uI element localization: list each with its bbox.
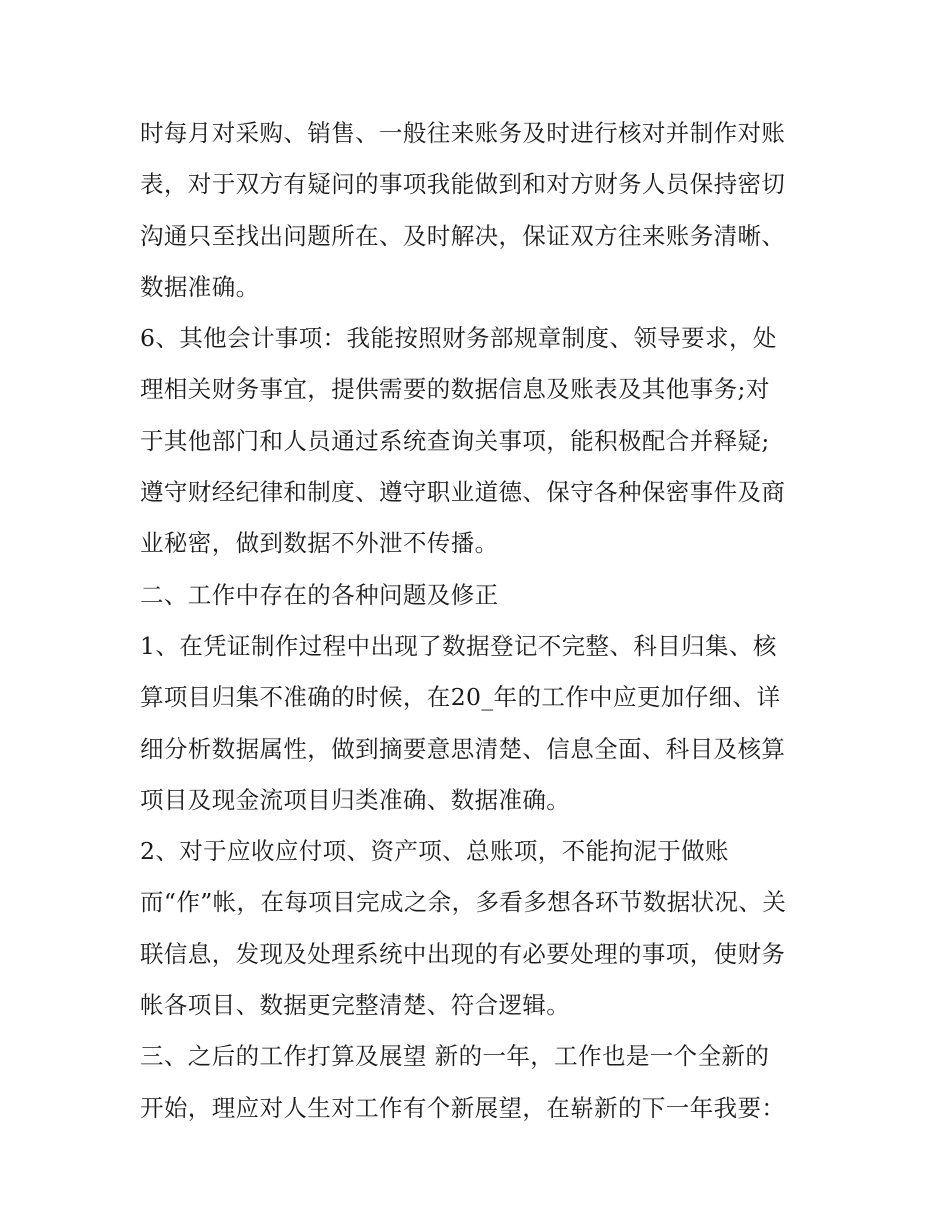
text-line: 6、其他会计事项：我能按照财务部规章制度、领导要求，处 xyxy=(140,324,777,353)
text-line: 于其他部门和人员通过系统查询关事项，能积极配合并释疑; xyxy=(140,426,770,455)
text-line: 2、对于应收应付项、资产项、总账项，不能拘泥于做账 xyxy=(140,837,729,866)
section-heading: 三、之后的工作打算及展望 新的一年，工作也是一个全新的 xyxy=(140,1042,770,1071)
text-line: 1、在凭证制作过程中出现了数据登记不完整、科目归集、核 xyxy=(140,631,777,660)
text-line: 业秘密，做到数据不外泄不传播。 xyxy=(140,529,499,558)
text-line: 遵守财经纪律和制度、遵守职业道德、保守各种保密事件及商 xyxy=(140,478,786,507)
text-line: 表，对于双方有疑问的事项我能做到和对方财务人员保持密切 xyxy=(140,170,786,199)
text-line: 算项目归集不准确的时候，在20_年的工作中应更加仔细、详 xyxy=(140,683,781,712)
text-line: 细分析数据属性，做到摘要意思清楚、信息全面、科目及核算 xyxy=(140,734,786,763)
text-line: 而“作”帐，在每项目完成之余，多看多想各环节数据状况、关 xyxy=(140,888,787,917)
text-line: 沟通只至找出问题所在、及时解决，保证双方往来账务清晰、 xyxy=(140,221,786,250)
text-line: 理相关财务事宜，提供需要的数据信息及账表及其他事务;对 xyxy=(140,375,770,404)
text-line: 帐各项目、数据更完整清楚、符合逻辑。 xyxy=(140,991,571,1020)
section-heading: 二、工作中存在的各种问题及修正 xyxy=(140,580,499,609)
text-line: 时每月对采购、销售、一般往来账务及时进行核对并制作对账 xyxy=(140,119,786,147)
text-line: 数据准确。 xyxy=(140,272,260,301)
document-body xyxy=(140,108,830,1134)
text-line: 联信息，发现及处理系统中出现的有必要处理的事项，使财务 xyxy=(140,939,786,968)
text-line: 项目及现金流项目归类准确、数据准确。 xyxy=(140,785,571,814)
text-line: 开始，理应对人生对工作有个新展望，在崭新的下一年我要： xyxy=(140,1093,786,1122)
